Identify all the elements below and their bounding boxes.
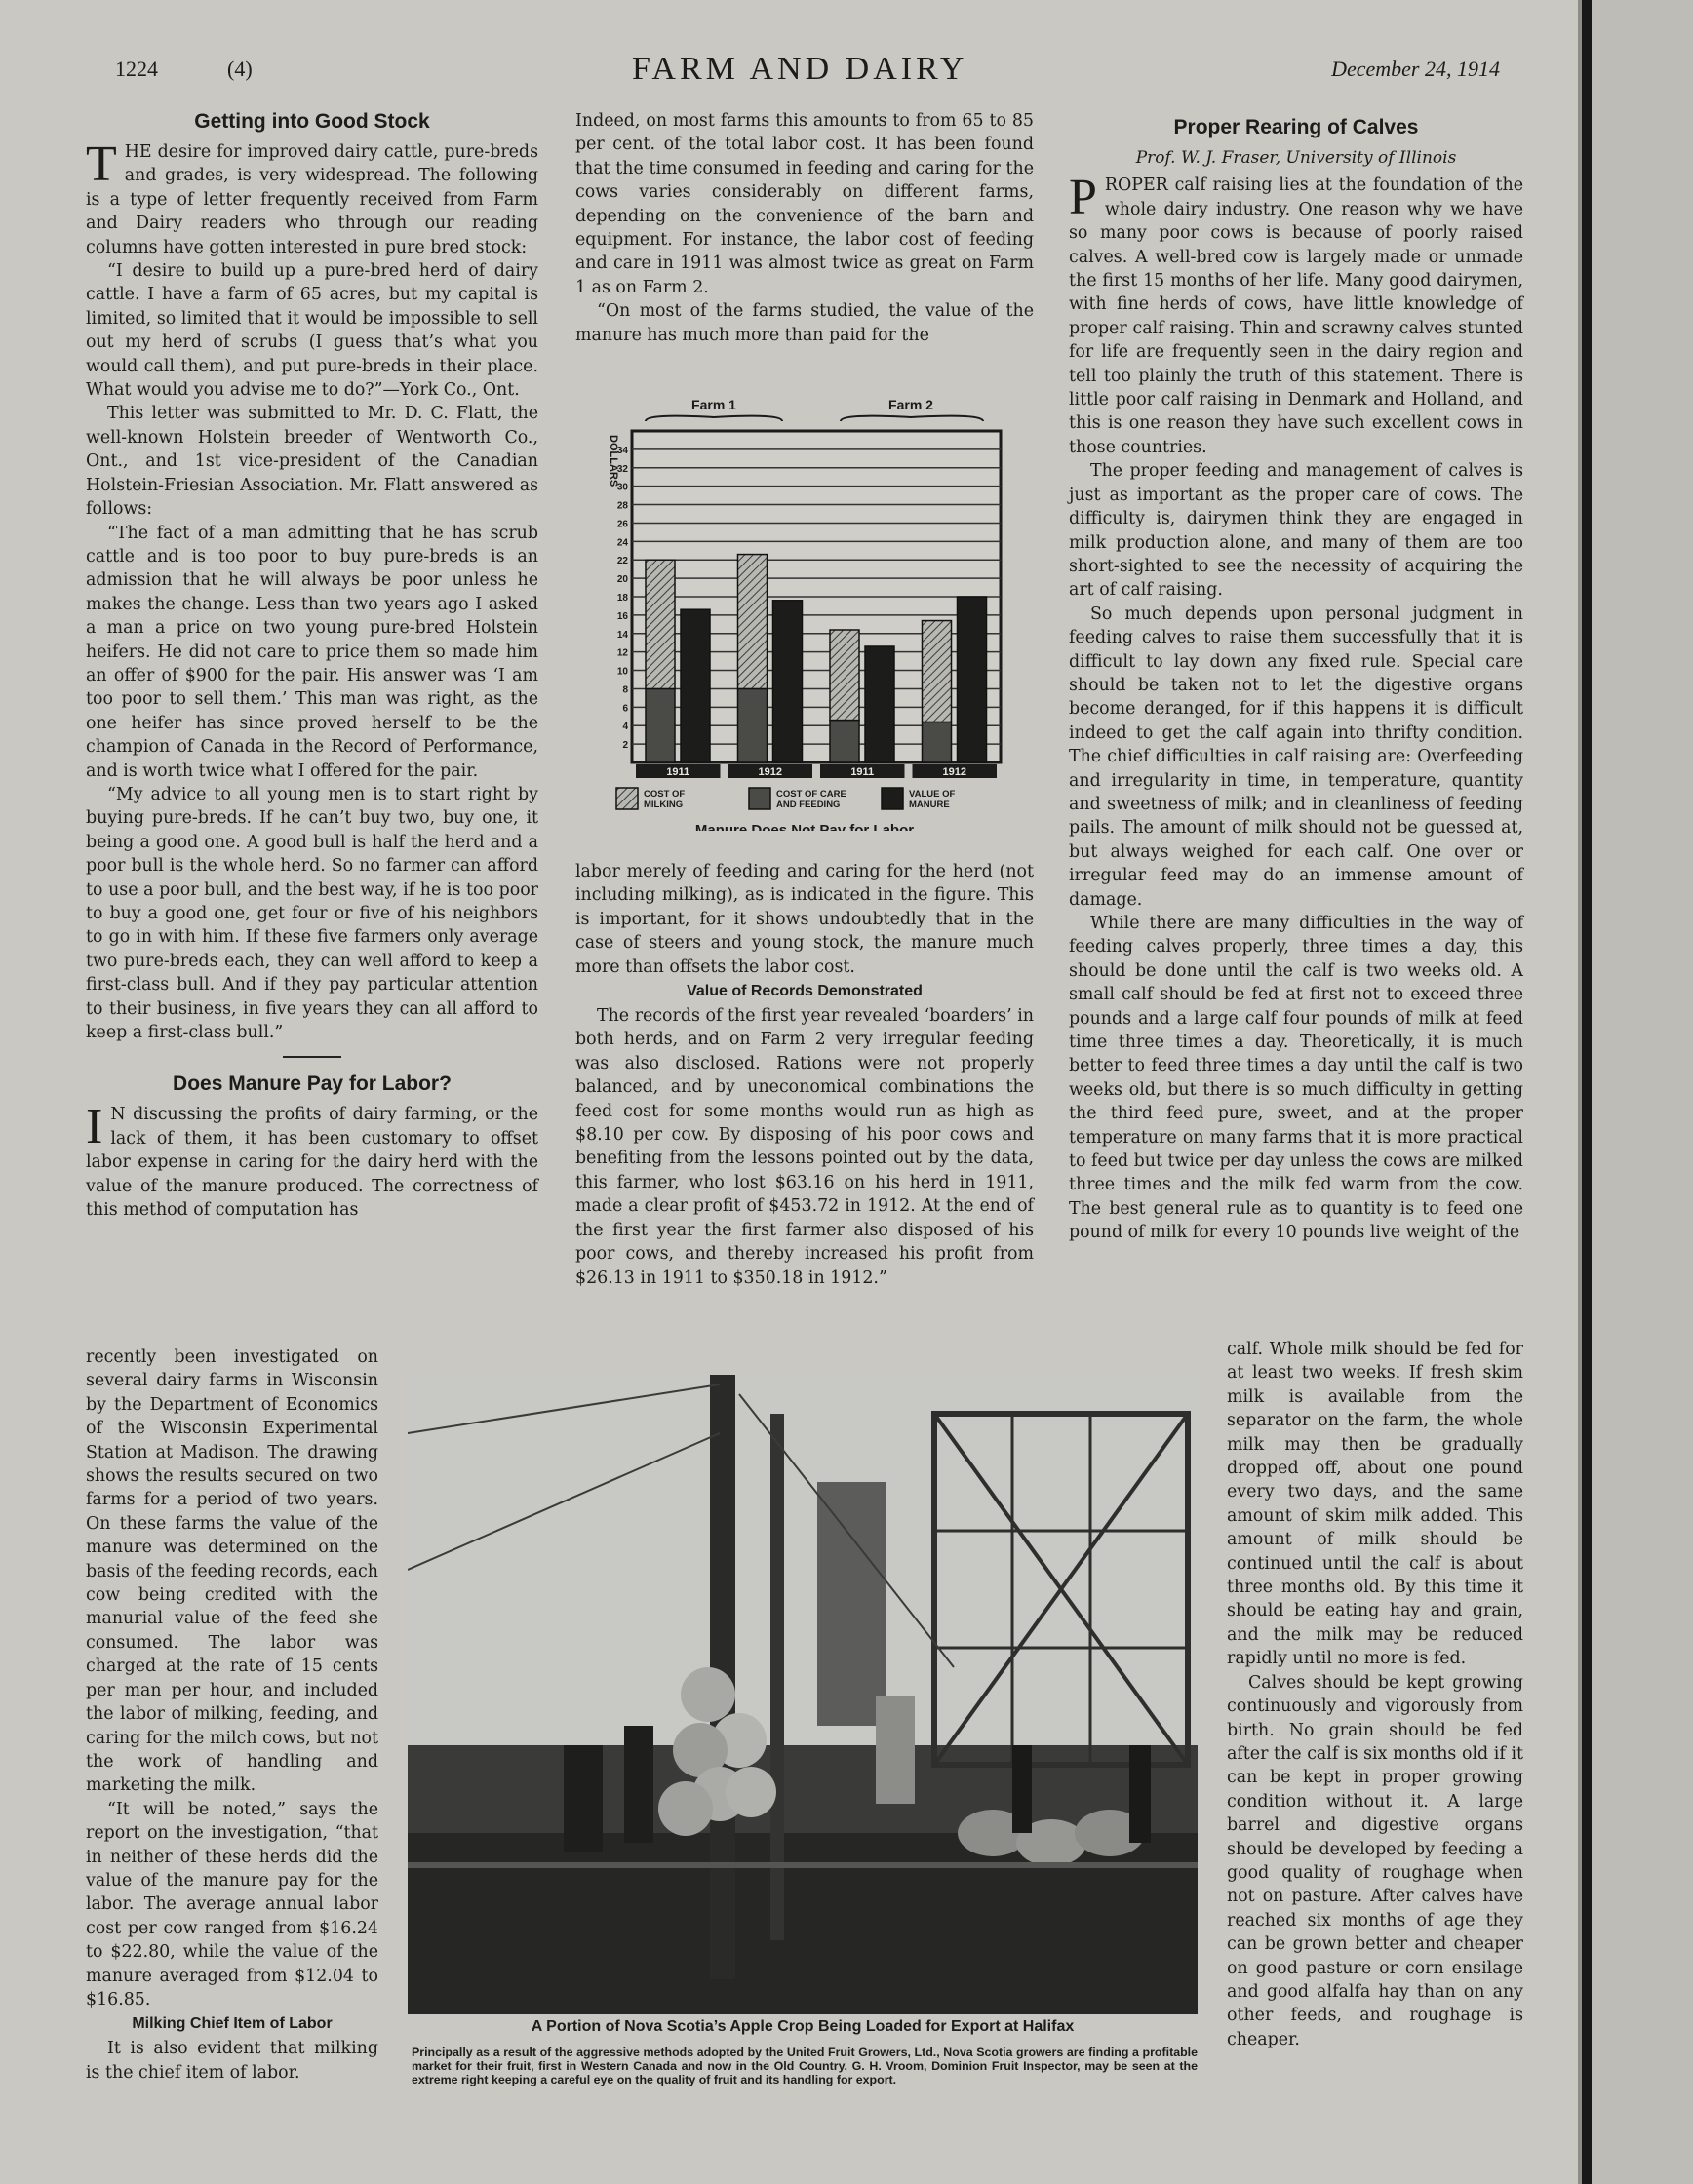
y-axis-label: DOLLARS <box>608 435 619 488</box>
article-paragraph: “On most of the farms studied, the value of the manure has much more than paid for the <box>575 301 1034 345</box>
legend-swatch <box>749 788 770 809</box>
column-2-top <box>575 109 1034 347</box>
section-divider <box>283 1056 341 1058</box>
bar-chart <box>597 363 1012 831</box>
article-paragraph: “I desire to build up a pure-bred herd of dairy cattle. I have a farm of 65 acres, but my capital is limited, so limited that it would be impossible to sell out my herd of scrubs (I guess that’s what you would call them), and put pure-breds in their place. What would you advise me to do?”—York Co., Ont. <box>86 261 538 401</box>
y-tick-label: 24 <box>616 537 628 549</box>
article-paragraph: labor merely of feeding and caring for the herd (not including milking), as is indicated in the figure. This is important, for it shows undoubtedly that in the case of steers and young stock, the manure much more than offsets the labor cost. <box>575 862 1034 977</box>
bar-manure <box>773 601 803 762</box>
photo-caption-body: Principally as a result of the aggressive methods adopted by the United Fruit Growers, Ltd., Nova Scotia growers are finding a profitable market for their fruit, first in Western Canada and now in the Old Country. G. H. Vroom, Dominion Fruit Inspector, may be seen at the extreme right keeping a careful eye on the quality of fruit and its handling for export. <box>412 2046 1198 2086</box>
article-paragraph: “My advice to all young men is to start right by buying pure-breds. If he can’t buy two, buy one, it being a good one. A good bull is half the herd and a poor bull is the whole herd. So no farmer can afford to use a poor bull, and the best way, if he is too poor to buy a good one, get four or five of his neighbors to go in with him. If these five farmers only average two pure-breds each, they can well afford to keep a first-class bull. And if they pay particular attention to their business, in five years they can all afford to keep a first-class bull.” <box>86 784 538 1043</box>
y-tick-label: 6 <box>622 703 628 715</box>
category-label: 1911 <box>666 766 690 778</box>
drop-cap: T <box>86 136 117 192</box>
legend-label: MILKING <box>644 800 684 810</box>
category-label: 1911 <box>850 766 875 778</box>
chart-svg <box>597 363 1012 831</box>
bar-milking <box>738 555 768 689</box>
bar-manure <box>958 597 987 762</box>
column-1-continued <box>86 1346 378 2085</box>
bar-care-feeding <box>923 722 952 762</box>
category-label: 1912 <box>942 766 966 778</box>
column-3-continued <box>1227 1338 1523 2051</box>
column-1 <box>86 109 538 1222</box>
legend-swatch <box>616 788 638 809</box>
section-number: (4) <box>227 57 253 81</box>
bar-care-feeding <box>646 688 675 762</box>
article-paragraph: I N discussing the profits of dairy farming, or the lack of them, it has been customary to offset labor expense in caring for the dairy herd with the value of the manure produced. The correctness of this method of computation has <box>86 1099 538 1221</box>
chart-title: Manure Does Not Pay for Labor <box>694 822 915 831</box>
publication-title: FARM AND DAIRY <box>632 51 968 87</box>
article-paragraph: This letter was submitted to Mr. D. C. Flatt, the well-known Holstein breeder of Wentworth Co., Ont., and 1st vice-president of the Canadian Holstein-Friesian Association. Mr. Flatt answered as follows: <box>86 404 538 520</box>
photo-illustration <box>408 1375 1198 2014</box>
y-tick-label: 2 <box>622 740 628 752</box>
legend-label: COST OF <box>644 789 686 800</box>
article-paragraph: “The fact of a man admitting that he has scrub cattle and is too poor to buy pure-breds is an admission that he will always be poor unless he makes the change. Less than two years ago I asked a man a price on two young pure-bred Holstein heifers. He did not care to price them so made him an offer of $900 for the pair. His answer was ‘I am too poor to sell them.’ This man was right, as the one heifer has since proved herself to be the champion of Canada in the Record of Performance, and is worth twice what I offered for the pair. <box>86 523 538 781</box>
legend-swatch <box>882 788 903 809</box>
drop-cap: I <box>86 1099 103 1155</box>
ship-loading-photo <box>408 1375 1198 2014</box>
article-paragraph: So much depends upon personal judgment in feeding calves to raise them successfully that it is difficult to lay down any fixed rule. Special care should be taken not to let the digestive organs become deranged, for if this happens it is difficult indeed to get the calf again into thrifty condition. The chief difficulties in calf raising are: Overfeeding and irregularity in time, in temperature, quantity and sweetness of milk; and in cleanliness of feeding pails. The amount of milk should not be guessed at, but always weighed for each calf. One over or irregular feed may do an immense amount of damage. <box>1069 604 1523 910</box>
y-tick-label: 8 <box>622 684 628 696</box>
y-tick-label: 14 <box>616 629 628 641</box>
y-tick-label: 10 <box>616 666 628 678</box>
column-3 <box>1069 115 1523 1245</box>
adjacent-page-edge <box>1582 0 1693 2184</box>
bar-care-feeding <box>830 721 859 762</box>
y-tick-label: 18 <box>616 593 628 604</box>
article-paragraph: The proper feeding and management of calves is just as important as the proper care of cows. The difficulty is, dairymen think they are engaged in milk production alone, and many of them are too short-sighted to see the necessity of acquiring the art of calf raising. <box>1069 461 1523 601</box>
article-paragraph: While there are many difficulties in the way of feeding calves properly, three times a day, this should be done until the calf is two weeks old. A small calf should be fed at first not to exceed three pounds and a large calf four pounds of milk at feed time three times a day. Theoretically, it is much better to feed three times a day until the calf is two weeks old, but there is so much difficulty in getting the third feed pure, sweet, and at the proper temperature on many farms that it is more practical to feed but twice per day unless the cows are milked three times and the milk fed warm from the cow. The best general rule as to quantity is to feed one pound of milk for every 10 pounds live weight of the <box>1069 914 1523 1243</box>
byline: Prof. W. J. Fraser, University of Illinois <box>1135 148 1457 168</box>
article-title-calves: Proper Rearing of Calves <box>1173 116 1419 138</box>
group-label-farm-1: Farm 1 <box>691 397 736 412</box>
bar-milking <box>830 630 859 721</box>
article-title-manure: Does Manure Pay for Labor? <box>173 1072 452 1096</box>
y-tick-label: 12 <box>616 647 628 659</box>
issue-date: December 24, 1914 <box>1331 57 1500 81</box>
legend-label: COST OF CARE <box>776 789 846 800</box>
page-header <box>115 51 1500 96</box>
bar-care-feeding <box>738 688 768 762</box>
subheading: Milking Chief Item of Labor <box>132 2015 333 2033</box>
bar-manure <box>681 609 710 762</box>
category-label: 1912 <box>758 766 782 778</box>
y-tick-label: 32 <box>616 463 628 475</box>
group-label-farm-2: Farm 2 <box>888 397 933 412</box>
y-tick-label: 16 <box>616 610 628 622</box>
group-bracket <box>841 416 983 421</box>
article-title-good-stock: Getting into Good Stock <box>194 110 430 133</box>
subheading: Value of Records Demonstrated <box>687 983 923 1000</box>
y-tick-label: 26 <box>616 519 628 530</box>
legend-label: VALUE OF <box>909 789 956 800</box>
group-bracket <box>646 416 782 421</box>
drop-cap: P <box>1069 170 1097 226</box>
legend-label: AND FEEDING <box>776 800 841 810</box>
column-2-bottom <box>575 860 1034 1290</box>
y-tick-label: 4 <box>622 722 628 733</box>
photo-caption-title: A Portion of Nova Scotia’s Apple Crop Being Loaded for Export at Halifax <box>531 2018 1075 2035</box>
legend-label: MANURE <box>909 800 950 810</box>
bar-manure <box>865 646 894 762</box>
y-tick-label: 20 <box>616 574 628 586</box>
y-tick-label: 30 <box>616 482 628 493</box>
page-number: 1224 <box>115 57 158 81</box>
article-paragraph: The records of the first year revealed ‘boarders’ in both herds, and on Farm 2 very irregular feeding was also disclosed. Rations were not properly balanced, and by uneconomical combinations the feed cost for some months would run as high as $8.10 per cow. By disposing of his poor cows and benefiting from the lessons pointed out by the data, this farmer, who lost $63.16 on his herd in 1911, made a clear profit of $453.72 in 1912. At the end of the first year the first farmer also disposed of his poor cows, and thereby increased his profit from $26.13 in 1911 to $350.18 in 1912.” <box>575 1006 1034 1288</box>
bar-milking <box>646 560 675 688</box>
article-paragraph: THE desire for improved dairy cattle, pure-breds and grades, is very widespread. The following is a type of letter frequently received from Farm and Dairy readers who through our reading columns have gotten interested in pure bred stock: <box>86 136 538 257</box>
article-paragraph: calf. Whole milk should be fed for at least two weeks. If fresh skim milk is available from the separator on the farm, the whole milk may then be gradually dropped off, about one pound every two days, and the same amount of skim milk added. This amount of milk should be continued until the calf is about three months old. By this time it should be eating hay and grain, and the milk may be reduced rapidly until no more is fed. <box>1227 1340 1523 1669</box>
article-paragraph: Indeed, on most farms this amounts to from 65 to 85 per cent. of the total labor cost. It has been found that the time consumed in feeding and caring for the cows varies considerably on different farms, depending on the convenience of the barn and equipment. For instance, the labor cost of feeding and care in 1911 was almost twice as great on Farm 1 as on Farm 2. <box>575 111 1034 297</box>
y-tick-label: 34 <box>616 445 628 456</box>
article-paragraph: recently been investigated on several dairy farms in Wisconsin by the Department of Economics of the Wisconsin Experimental Station at Madison. The drawing shows the results secured on two farms for a period of two years. On these farms the value of the manure was determined on the basis of the feeding records, each cow being credited with the manurial value of the feed she consumed. The labor was charged at the rate of 15 cents per man per hour, and included the labor of milking, feeding, and caring for the milch cows, but not the work of handling and marketing the milk. <box>86 1347 378 1796</box>
article-paragraph: Calves should be kept growing continuously and vigorously from birth. No grain should be fed after the calf is six months old if it can be kept in proper growing condition without it. A large barrel and digestive organs should be developed by feeding a good quality of roughage when not on pasture. After calves have reached six months of age they can be grown better and cheaper on good pasture or corn ensilage and good alfalfa hay than on any other feeds, and roughage is cheaper. <box>1227 1672 1523 2049</box>
article-paragraph: It is also evident that milking is the chief item of labor. <box>86 2039 378 2083</box>
bar-milking <box>923 621 952 722</box>
y-tick-label: 22 <box>616 556 628 567</box>
article-paragraph: “It will be noted,” says the report on the investigation, “that in neither of these herds did the value of the manure pay for the labor. The average annual labor cost per cow ranged from $16.24 to $22.80, while the value of the manure averaged from $12.04 to $16.85. <box>86 1799 378 2009</box>
y-tick-label: 28 <box>616 500 628 512</box>
article-paragraph: PROPER calf raising lies at the foundation of the whole dairy industry. One reason why we have so many poor cows is because of poorly raised calves. A well-bred cow is largely made or unmade the first 15 months of her life. Many good dairymen, with fine herds of cows, have little knowledge of proper calf raising. Thin and scrawny calves stunted for life are frequently seen in the dairy region and tell too plainly the truth of this statement. There is little poor calf raising in Denmark and Holland, and this is one reason they have such excellent cows in those countries. <box>1069 170 1523 457</box>
